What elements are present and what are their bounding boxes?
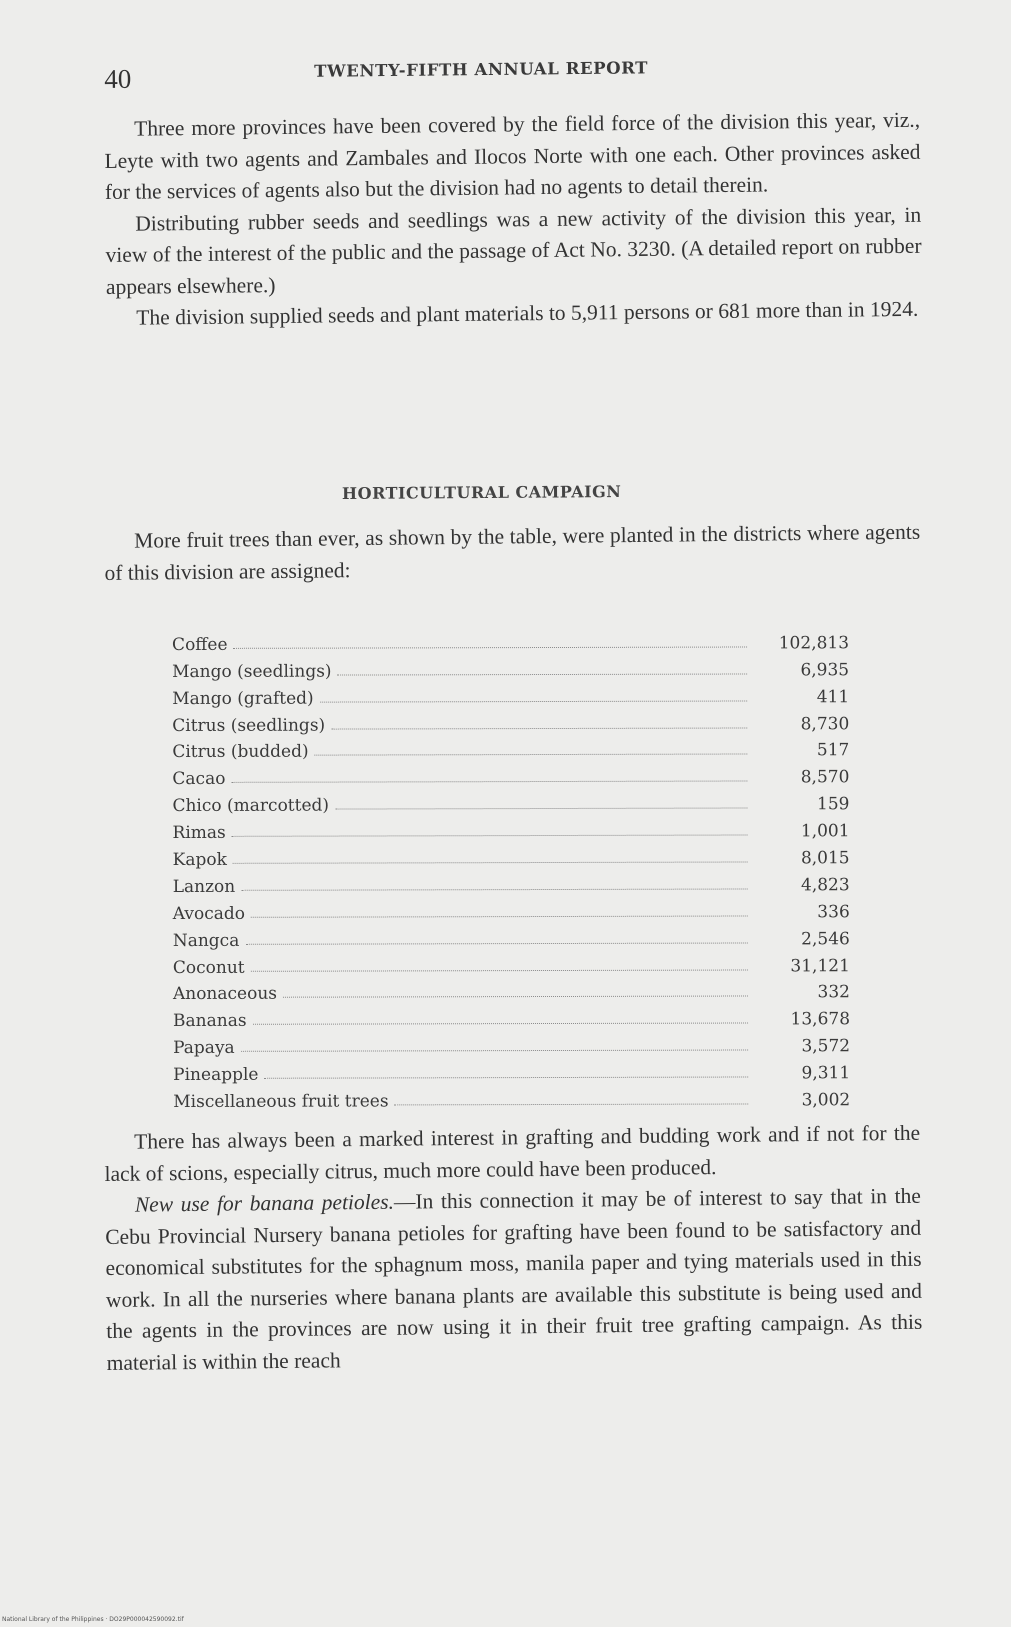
table-row [172,653,849,682]
fruit-count: 9,311 [801,1063,851,1084]
fruit-count: 517 [816,740,850,761]
paragraph-banana-text: —In this connection it may be of interest to say that in the Cebu Provincial Nursery banana petioles for grafting have been found to be satisfactory and economical substitutes for the sphagnum moss, manila paper and tying materials used in this work. In all the nurseries where banana plants are available this substitute is being used and the agents in the provinces are now using it in their fruit tree grafting campaign. As this material is within the reach [105,1183,923,1375]
dot-leader [232,835,748,837]
table-row [173,868,850,897]
fruit-name: Coconut [172,957,245,978]
table-row [173,949,850,978]
table-row [172,761,849,790]
fruit-count: 102,813 [778,633,850,654]
dot-leader [245,942,748,944]
fruit-count: 3,002 [801,1090,851,1111]
paragraph-lead-in: New use for banana petioles. [134,1189,395,1217]
fruit-count: 332 [817,982,850,1003]
section-heading: HORTICULTURAL CAMPAIGN [341,482,622,503]
dot-leader [251,969,748,971]
dot-leader [331,727,747,729]
paragraph-grafting-interest: There has always been a marked interest in grafting and budding work and if not for the lack of scions, especially citrus, much more could have been produced. [104,1120,921,1186]
dot-leader [338,673,748,675]
table-row [172,680,849,709]
table-row [173,1083,850,1112]
paragraph-seeds-supplied: The division supplied seeds and plant materials to 5,911 persons or 681 more than in 1924. [136,296,919,330]
dot-leader [264,1077,748,1079]
dot-leader [241,1050,748,1052]
table-row [173,895,850,924]
dot-leader [283,996,748,998]
fruit-count: 336 [817,902,850,923]
table-row [172,734,849,763]
dot-leader [241,888,747,890]
fruit-name: Cacao [172,769,226,790]
fruit-count: 8,570 [800,767,850,788]
fruit-count: 3,572 [801,1036,851,1057]
table-row [173,1030,850,1059]
fruit-count: 8,015 [800,848,850,869]
fruit-name: Lanzon [172,876,236,897]
fruit-count: 159 [816,794,850,815]
dot-leader [234,646,748,648]
fruit-name: Citrus (budded) [172,742,309,763]
dot-leader [335,808,747,810]
paragraph-banana-petioles [105,1181,923,1379]
fruit-name: Rimas [172,822,226,844]
dot-leader [231,781,747,783]
fruit-name: Citrus (seedlings) [172,715,326,736]
fruit-name: Avocado [172,903,245,924]
fruit-name: Coffee [172,634,228,655]
paragraph-provinces: Three more provinces have been covered by the field force of the division this year, viz., Leyte with two agents and Zambales and Ilocos Norte with one each. Other provinces asked for the services of agents also but the division had no agents to detail therein. [104,107,921,204]
table-row [173,841,850,870]
fruit-name: Anonaceous [172,984,278,1005]
fruit-count: 31,121 [790,955,850,976]
fruit-name: Kapok [172,849,227,871]
page-header [104,41,924,100]
scan-footer-note: National Library of the Philippines · DO29P000042590092.tif [2,1616,184,1623]
dot-leader [251,915,748,917]
dot-leader [315,754,748,756]
closing-text-block [104,1118,923,1379]
table-row [172,814,849,843]
fruit-count: 411 [816,686,850,707]
fruit-name: Miscellaneous fruit trees [173,1091,389,1113]
table-row [172,626,849,655]
running-head: TWENTY-FIFTH ANNUAL REPORT [314,58,649,81]
table-row [172,788,849,817]
dot-leader [253,1023,748,1025]
table-row [172,707,849,736]
dot-leader [320,700,748,702]
fruit-count: 1,001 [800,821,850,842]
table-row [173,922,850,951]
fruit-count: 13,678 [790,1009,851,1030]
fruit-name: Pineapple [173,1064,259,1086]
fruit-tree-table [172,626,850,1112]
dot-leader [233,862,748,864]
fruit-count: 4,823 [800,875,850,896]
intro-text-block [104,105,922,335]
fruit-name: Chico (marcotted) [172,795,330,817]
paragraph-rubber: Distributing rubber seeds and seedlings was a new activity of the division this year, in view of the interest of the public and the passage of Act No. 3230. (A detailed report on rubber appears elsewhere.) [105,202,922,299]
fruit-name: Papaya [173,1038,235,1059]
page-number: 40 [104,63,132,94]
fruit-count: 6,935 [800,660,850,681]
campaign-intro-block [104,517,921,589]
table-row [173,1056,850,1085]
fruit-name: Mango (seedlings) [172,661,332,682]
dot-leader [395,1104,749,1106]
fruit-name: Mango (grafted) [172,688,314,709]
fruit-name: Nangca [172,930,240,951]
fruit-count: 8,730 [800,713,850,734]
fruit-name: Bananas [173,1011,247,1032]
table-row [173,976,850,1005]
paragraph-fruit-trees-intro: More fruit trees than ever, as shown by the table, were planted in the districts where agents of this division are assigned: [104,519,921,585]
fruit-count: 2,546 [801,928,850,950]
table-row [173,1003,850,1032]
